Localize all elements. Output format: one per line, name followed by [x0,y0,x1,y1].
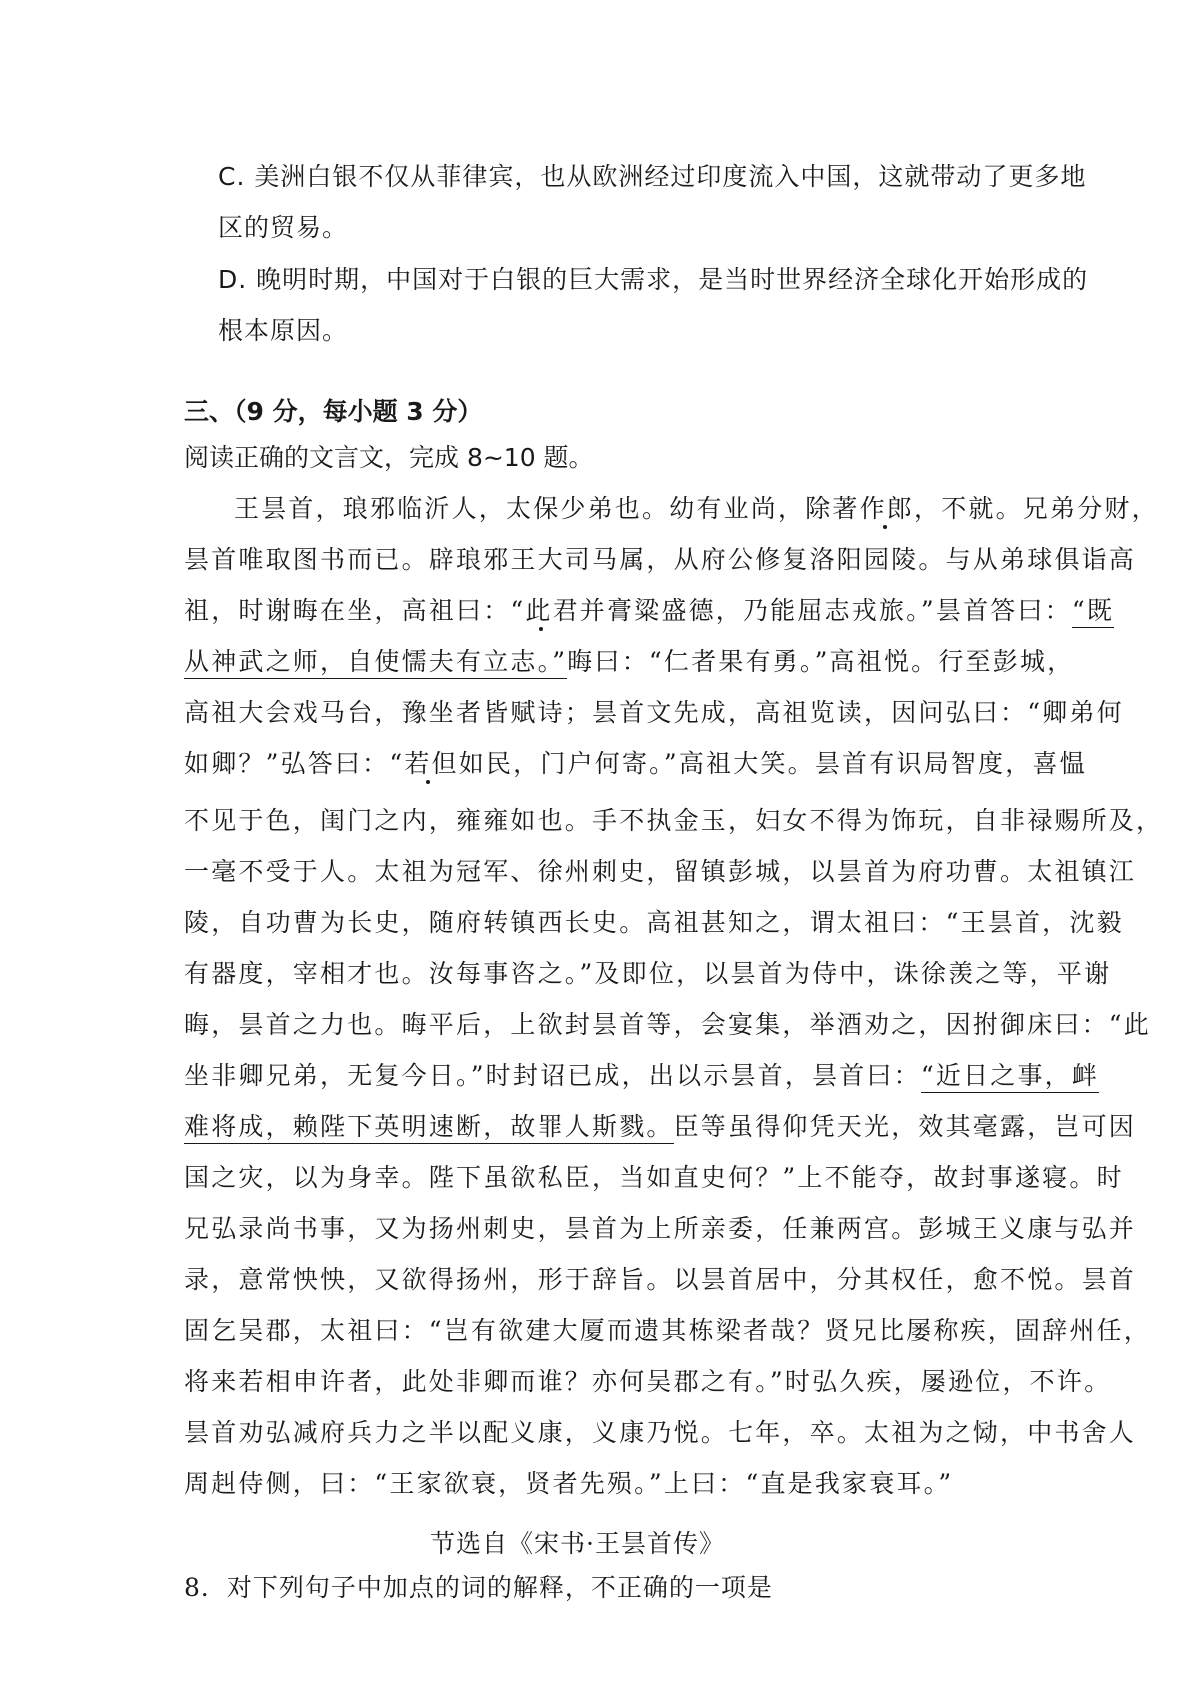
passage-line-1: 王昙首，琅邪临沂人，太保少弟也。幼有业尚，除著作郎，不就。兄弟分财， [234,494,1159,523]
passage-line-12-text: 坐非卿兄弟，无复今日。”时封诏已成，出以示昙首，昙首曰： [184,1061,921,1090]
passage-line-5: 高祖大会戏马台，豫坐者皆赋诗；昙首文先成，高祖览读，因问弘曰：“卿弟何 [184,698,1124,727]
section-instruction: 阅读正确的文言文，完成 8~10 题。 [184,443,594,472]
passage-line-19: 昙首劝弘减府兵力之半以配义康，义康乃悦。七年，卒。太祖为之恸，中书舍人 [184,1418,1137,1447]
underlined-sentence-1-end: 从神武之师，自使懦夫有立志。” [184,647,567,679]
passage-line-14: 国之灾，以为身幸。陛下虽欲私臣，当如直史何？”上不能夺，故封事遂寝。时 [184,1163,1124,1192]
emphasis-dot [426,780,430,784]
passage-line-16: 录，意常怏怏，又欲得扬州，形于辞旨。以昙首居中，分其权任，愈不悦。昙首 [184,1265,1137,1294]
source-citation: 节选自《宋书·王昙首传》 [430,1529,725,1558]
passage-line-12 [184,1056,1100,1092]
passage-line-20: 周赳侍侧，曰：“王家欲衰，贤者先殒。”上曰：“直是我家衰耳。” [184,1469,954,1498]
passage-line-4-text: 晦曰：“仁者果有勇。”高祖悦。行至彭城， [567,647,1075,676]
passage-line-8: 一毫不受于人。太祖为冠军、徐州刺史，留镇彭城，以昙首为府功曹。太祖镇江 [184,857,1137,886]
passage-line-4 [184,642,1075,678]
passage-line-6: 如卿？”弘答曰：“若但如民，门户何寄。”高祖大笑。昙首有识局智度，喜愠 [184,749,1087,778]
passage-line-11: 晦，昙首之力也。晦平后，上欲封昙首等，会宴集，举酒劝之，因拊御床曰：“此 [184,1010,1151,1039]
underlined-sentence-2-start: “近日之事，衅 [921,1061,1099,1093]
passage-line-18: 将来若相申许者，此处非卿而谁？亦何吴郡之有。”时弘久疾，屡逊位，不许。 [184,1367,1112,1396]
passage-line-3-text: 祖，时谢晦在坐，高祖曰：“此君并膏粱盛德，乃能屈志戎旅。”昙首答曰： [184,596,1072,625]
question-8: 8．对下列句子中加点的词的解释，不正确的一项是 [184,1573,773,1602]
passage-line-15: 兄弘录尚书事，又为扬州刺史，昙首为上所亲委，任兼两宫。彭城王义康与弘并 [184,1214,1137,1243]
option-d-line1: D. 晚明时期，中国对于白银的巨大需求，是当时世界经济全球化开始形成的 [218,265,1089,294]
section-heading: 三、（9 分，每小题 3 分） [184,397,483,426]
passage-line-13-text: 臣等虽得仰凭天光，效其毫露，岂可因 [673,1112,1137,1141]
option-c-line1: C. 美洲白银不仅从菲律宾，也从欧洲经过印度流入中国，这就带动了更多地 [218,162,1087,191]
emphasis-dot [539,627,543,631]
emphasis-dot [883,525,887,529]
passage-line-13 [184,1107,1137,1143]
passage-line-2: 昙首唯取图书而已。辟琅邪王大司马属，从府公修复洛阳园陵。与从弟球俱诣高 [184,545,1137,574]
passage-line-3 [184,591,1115,627]
passage-line-10: 有器度，宰相才也。汝每事咨之。”及即位，以昙首为侍中，诛徐羡之等，平谢 [184,959,1112,988]
underlined-sentence-1-start: “既 [1072,596,1114,628]
option-c-line2: 区的贸易。 [218,213,349,242]
option-d-line2: 根本原因。 [218,316,349,345]
passage-line-7: 不见于色，闺门之内，雍雍如也。手不执金玉，妇女不得为饰玩，自非禄赐所及， [184,806,1164,835]
passage-line-17: 固乞吴郡，太祖曰：“岂有欲建大厦而遗其栋梁者哉？贤兄比屡称疾，固辞州任， [184,1316,1151,1345]
underlined-sentence-2-end: 难将成，赖陛下英明速断，故罪人斯戮。 [184,1112,674,1144]
passage-line-9: 陵，自功曹为长史，随府转镇西长史。高祖甚知之，谓太祖曰：“王昙首，沈毅 [184,908,1124,937]
